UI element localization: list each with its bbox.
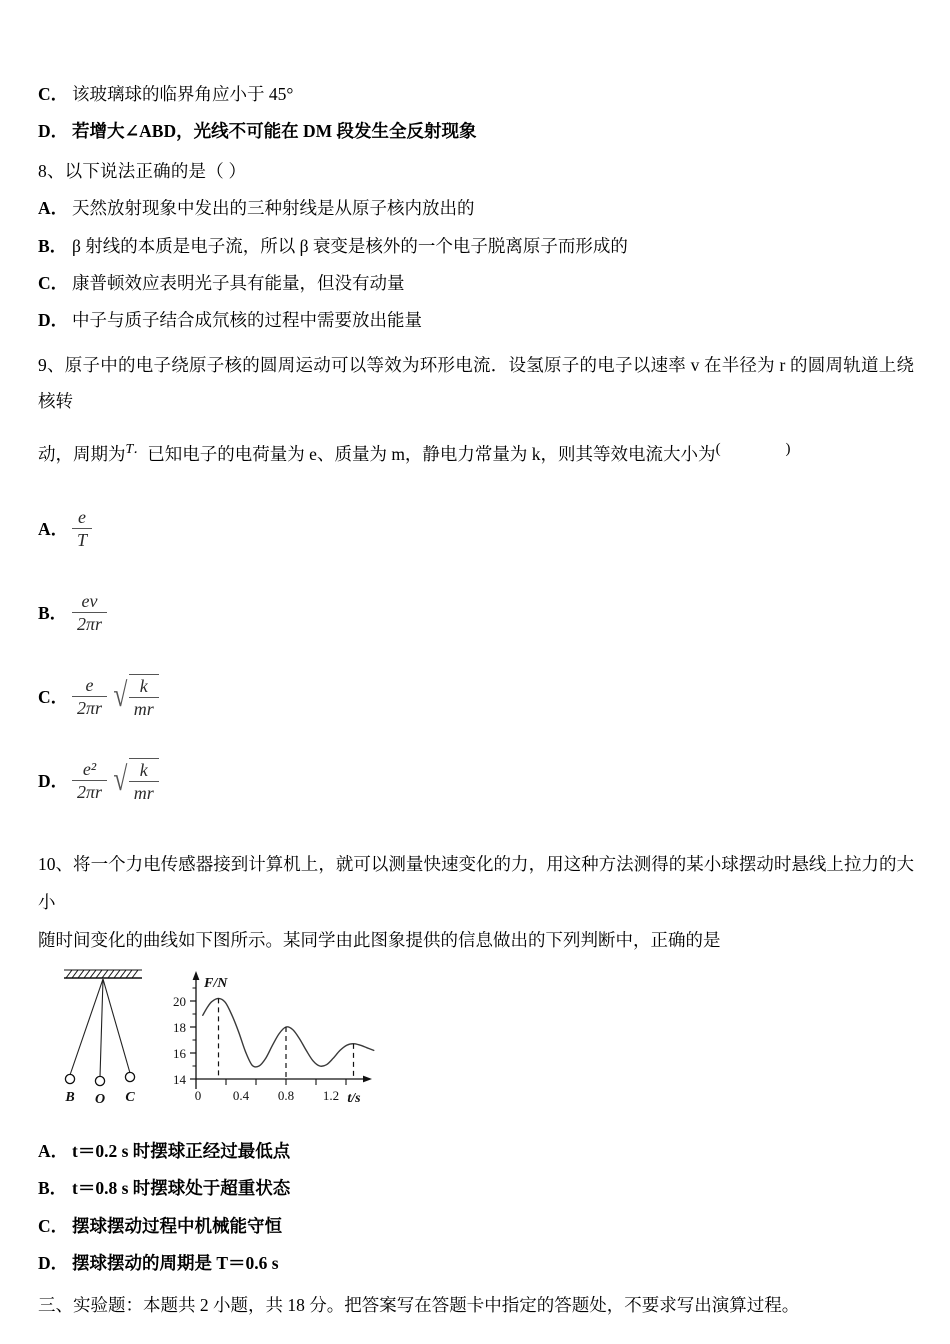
option-text: 若增大∠ABD，光线不可能在 DM 段发生全反射现象 [72,121,477,142]
radical-sign-icon: √ [113,761,128,799]
question-number: 9、 [38,354,65,375]
formula-c [72,674,159,719]
option-tag: C． [38,686,69,707]
fraction [72,675,107,718]
option-row [38,1214,914,1238]
question-text: 以下说法正确的是（ ） [64,161,247,182]
y-tick-label-20: 20 [173,994,186,1010]
y-tick-label-16: 16 [173,1046,186,1062]
pendulum-label-o: O [94,1092,106,1108]
numerator: k [139,759,148,780]
option-row [38,119,914,143]
answer-blank-parenthesis: ( ) [715,440,801,457]
option-text: 天然放射现象中发出的三种射线是从原子核内放出的 [72,198,475,219]
radicand [129,674,159,719]
option-text: 中子与质子结合成氘核的过程中需要放出能量 [72,309,422,330]
fraction [72,759,107,802]
denominator: 2πr [72,612,107,634]
question-8-stem [38,159,914,183]
option-row [38,1251,914,1275]
question-text-part-a: 动，周期为 [38,443,126,464]
force-time-curve [203,999,374,1068]
option-tag: D． [38,121,69,142]
fraction [129,760,159,803]
option-row [38,82,914,106]
question-number: 8、 [38,161,65,182]
option-text: 该玻璃球的临界角应小于 45° [72,84,294,104]
option-row-math [38,570,914,654]
option-text: 康普顿效应表明光子具有能量，但没有动量 [72,272,405,293]
numerator: e [85,674,94,695]
option-text: 摆球摆动的周期是 T＝0.6 s [72,1252,279,1273]
option-tag: B． [38,235,68,256]
option-text: t＝0.2 s 时摆球正经过最低点 [72,1141,291,1162]
option-tag: B． [38,602,68,623]
pendulum-label-c: C [125,1090,135,1106]
option-tag: B． [38,1178,68,1199]
figure-svg [48,965,388,1117]
denominator: mr [129,781,159,803]
option-tag: D． [38,770,69,791]
option-row-math [38,654,914,738]
radicand [129,758,159,803]
x-tick-label-08: 0.8 [277,1088,295,1104]
question-text: 将一个力电传感器接到计算机上，就可以测量快速变化的力，用这种方法测得的某小球摆动时悬线上拉力的大小 [38,854,915,913]
option-row-math [38,738,914,822]
denominator: 2πr [72,780,107,802]
chart-x-ticks [226,1079,346,1085]
option-text: t＝0.8 s 时摆球处于超重状态 [72,1178,291,1199]
pendulum-bob-c [125,1073,134,1082]
section-note: 三、实验题：本题共 2 小题，共 18 分。把答案写在答题卡中指定的答题处，不要求写出演算过程。 [38,1294,800,1315]
option-tag: C． [38,1215,69,1236]
numerator: e [78,506,86,527]
question-9-stem-line-1 [38,348,914,420]
chart-y-ticks [190,988,196,1079]
x-tick-label-0: 0 [194,1088,202,1104]
radical-sign-icon: √ [113,677,128,715]
formula-a [72,507,92,550]
peak-dashed-lines [219,999,354,1080]
page-content [38,82,914,1317]
question-10-stem-line-1 [38,846,914,921]
numerator: ev [81,590,98,611]
option-row-math [38,486,914,570]
question-text: 原子中的电子绕原子核的圆周运动可以等效为环形电流．设氢原子的电子以速率 v 在半径为 r 的圆周轨道上绕核转 [38,354,914,411]
x-tick-label-12: 1.2 [322,1088,340,1104]
x-axis-label: t/s [347,1091,361,1107]
option-row [38,1139,914,1163]
ceiling-support-icon [64,970,142,978]
question-10-stem-line-2 [38,922,914,960]
option-tag: C． [38,272,69,293]
y-tick-label-18: 18 [173,1020,186,1036]
fraction [129,676,159,719]
option-tag: D． [38,309,69,330]
period-symbol-T: T． [125,441,148,457]
pendulum-strings [70,979,130,1077]
pendulum-bob-b [65,1075,74,1084]
option-tag: D． [38,1252,69,1273]
option-tag: C． [38,84,69,104]
option-tag: A． [38,198,69,219]
option-row [38,308,914,332]
question-number: 10、 [38,854,74,875]
denominator: mr [129,697,159,719]
option-row [38,271,914,295]
fraction [72,591,107,634]
question-text-part-b: 已知电子的电荷量为 e、质量为 m，静电力常量为 k，则其等效电流大小为 [147,443,716,464]
y-tick-label-14: 14 [173,1072,186,1088]
option-row [38,196,914,220]
option-tag: A． [38,518,69,539]
formula-b [72,591,107,634]
y-axis-label: F/N [204,976,228,992]
fraction [72,507,92,550]
question-text: 随时间变化的曲线如下图所示。某同学由此图象提供的信息做出的下列判断中，正确的是 [38,929,721,950]
question-10-figure [48,965,388,1117]
option-text: β 射线的本质是电子流，所以 β 衰变是核外的一个电子脱离原子而形成的 [72,235,628,256]
question-9-stem-line-2 [38,434,914,473]
option-row [38,234,914,258]
pendulum-bob-o [95,1077,104,1086]
square-root [111,758,159,803]
formula-d [72,758,159,803]
denominator: 2πr [72,696,107,718]
pendulum-label-b: B [65,1090,75,1106]
x-tick-label-04: 0.4 [232,1088,250,1104]
option-tag: A． [38,1141,69,1162]
square-root [111,674,159,719]
numerator: k [139,675,148,696]
numerator: e² [82,758,97,779]
option-row [38,1176,914,1200]
denominator: T [72,528,92,550]
option-text: 摆球摆动过程中机械能守恒 [72,1215,282,1236]
